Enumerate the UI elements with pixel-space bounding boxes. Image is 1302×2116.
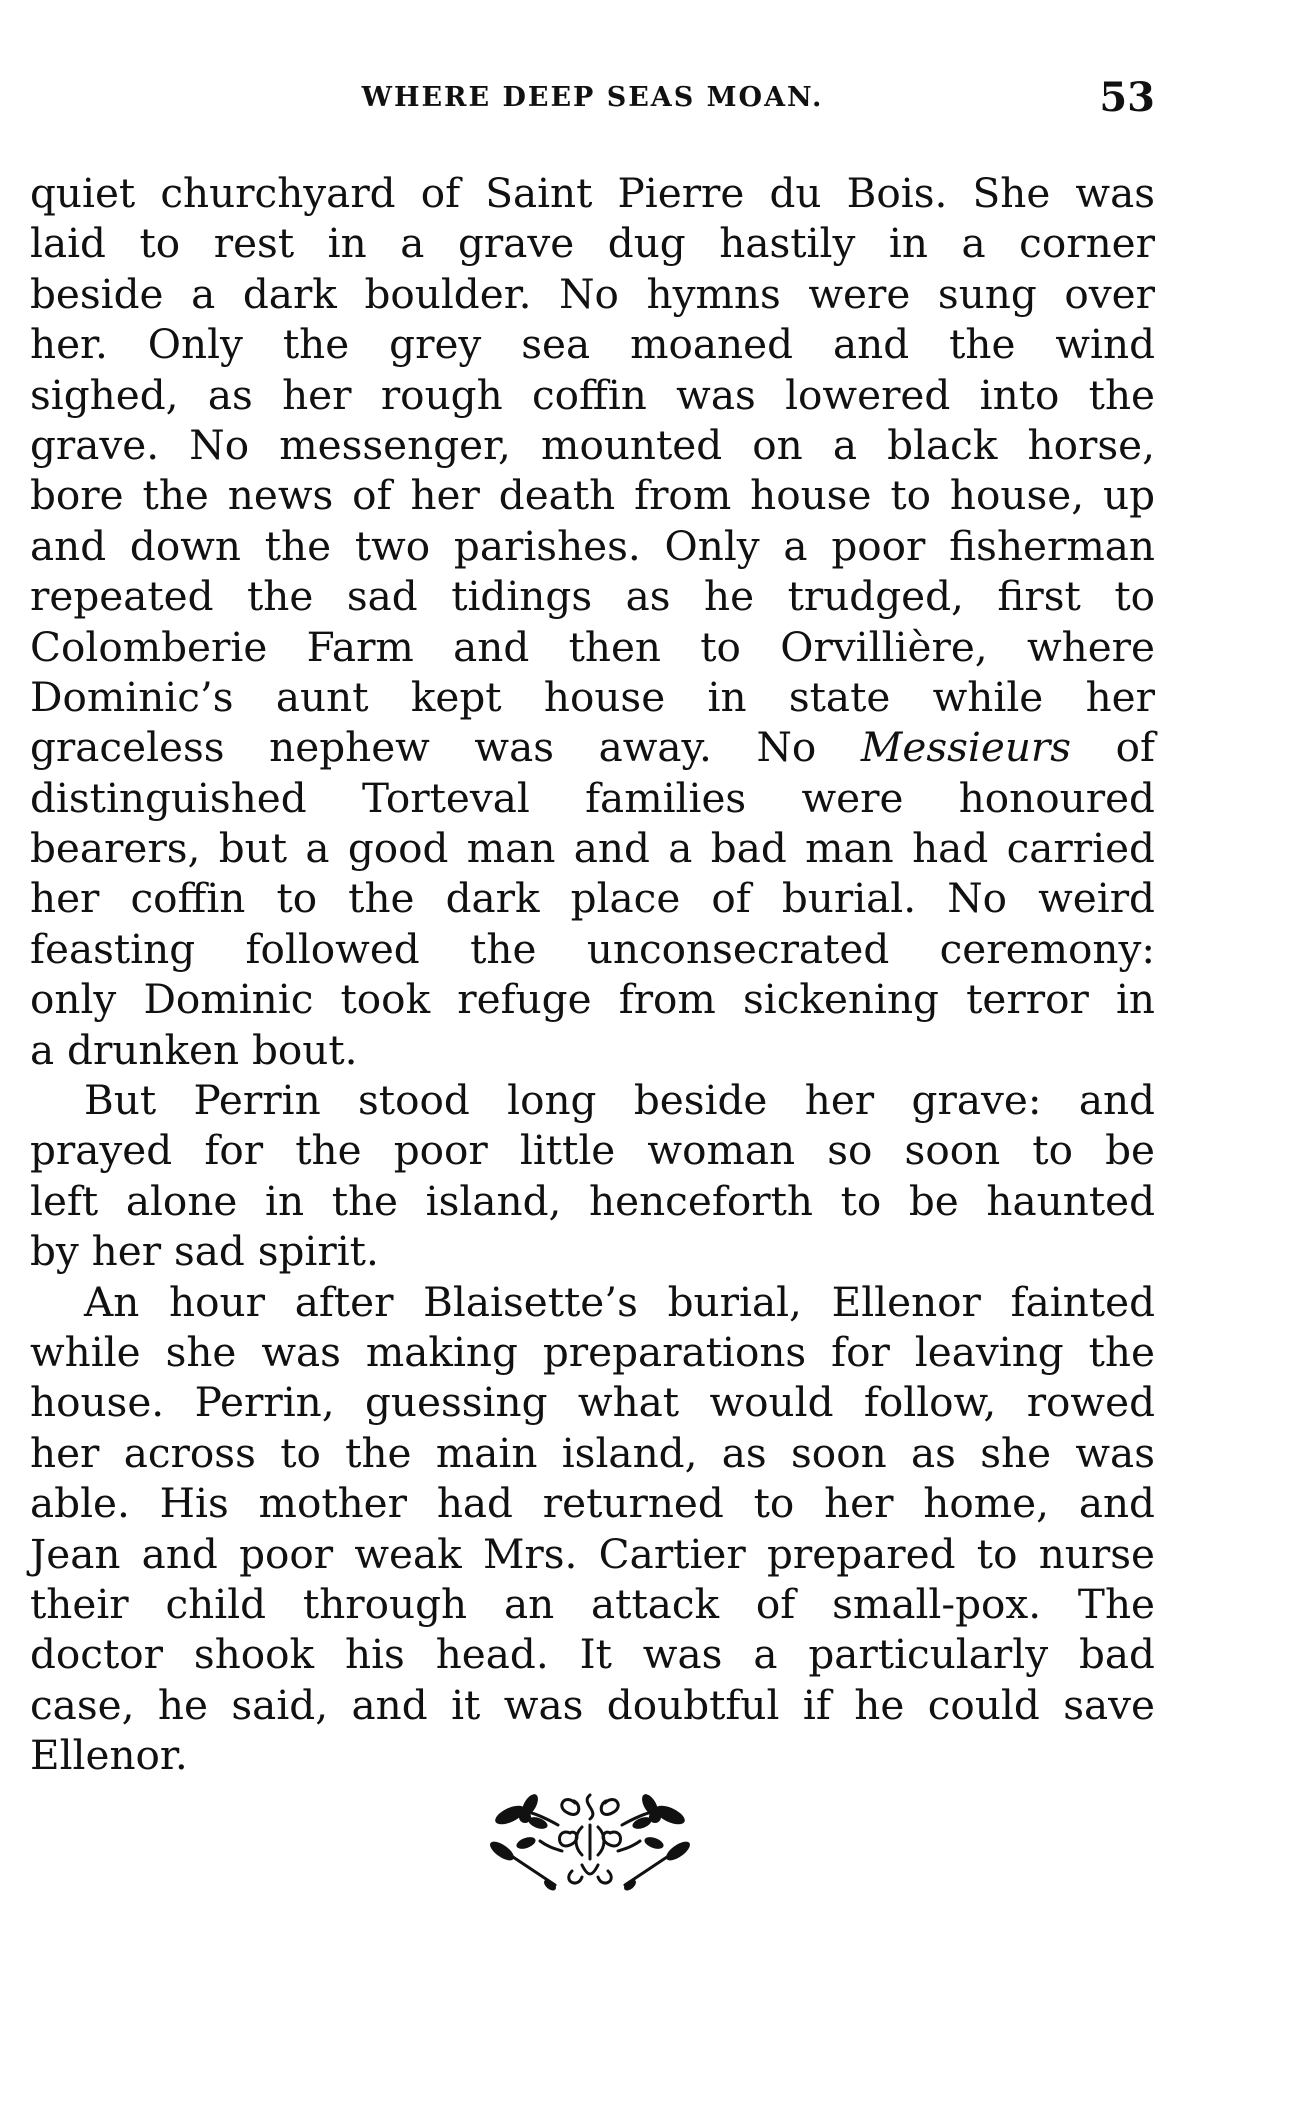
text-line: repeated the sad tidings as he trudged, first to [30,572,1155,621]
text-line: her. Only the grey sea moaned and the wind [30,320,1155,369]
text-line: her coffin to the dark place of burial. No weird [30,874,1155,923]
text-line: Ellenor. [30,1731,188,1780]
paragraph-1 [30,168,1155,1075]
text-line: left alone in the island, henceforth to be haunted [30,1176,1155,1225]
text-line: bore the news of her death from house to house, up [30,471,1155,520]
text-line: case, he said, and it was doubtful if he could save [30,1680,1155,1729]
italic-word: Messieurs [860,723,1072,772]
text-line: Colomberie Farm and then to Orvillière, where [30,622,1155,671]
text-line: while she was making preparations for leaving the [30,1327,1155,1376]
text-line: An hour after Blaisette’s burial, Ellenor fainted [84,1277,1155,1326]
text-segment: of [1071,723,1155,772]
text-line: distinguished Torteval families were honoured [30,773,1155,822]
text-segment: graceless nephew was away. No [30,723,861,772]
page-number: 53 [1099,74,1155,121]
text-line: their child through an attack of small-pox. The [30,1579,1155,1628]
text-line: sighed, as her rough coffin was lowered into the [30,370,1155,419]
running-title: WHERE DEEP SEAS MOAN. [361,82,824,113]
text-line: prayed for the poor little woman so soon to be [30,1126,1155,1175]
text-line: But Perrin stood long beside her grave: and [84,1076,1155,1125]
text-line: laid to rest in a grave dug hastily in a corner [30,219,1155,268]
text-line: her across to the main island, as soon as she was [30,1428,1155,1477]
text-line: quiet churchyard of Saint Pierre du Bois. She was [30,169,1155,217]
floral-tailpiece-icon [470,1785,710,1895]
text-line: a drunken bout. [30,1025,358,1074]
text-line: beside a dark boulder. No hymns were sung over [30,269,1155,318]
text-line: bearers, but a good man and a bad man had carried [30,824,1155,873]
text-line: able. His mother had returned to her home, and [30,1479,1155,1528]
text-line: doctor shook his head. It was a particularly bad [30,1630,1155,1679]
text-line: grave. No messenger, mounted on a black horse, [30,420,1155,469]
paragraph-2 [30,1075,1155,1277]
body-text [30,168,1155,1781]
text-line-with-italic [30,722,1155,772]
text-line: and down the two parishes. Only a poor fisherman [30,521,1155,570]
paragraph-3 [30,1277,1155,1781]
running-head [30,74,1155,128]
text-line: Jean and poor weak Mrs. Cartier prepared to nurse [30,1529,1155,1578]
text-line: only Dominic took refuge from sickening terror in [30,975,1155,1024]
text-line: by her sad spirit. [30,1227,379,1276]
text-line: feasting followed the unconsecrated ceremony: [30,924,1155,973]
text-line: Dominic’s aunt kept house in state while her [30,672,1155,721]
text-line: house. Perrin, guessing what would follow, rowed [30,1378,1155,1427]
